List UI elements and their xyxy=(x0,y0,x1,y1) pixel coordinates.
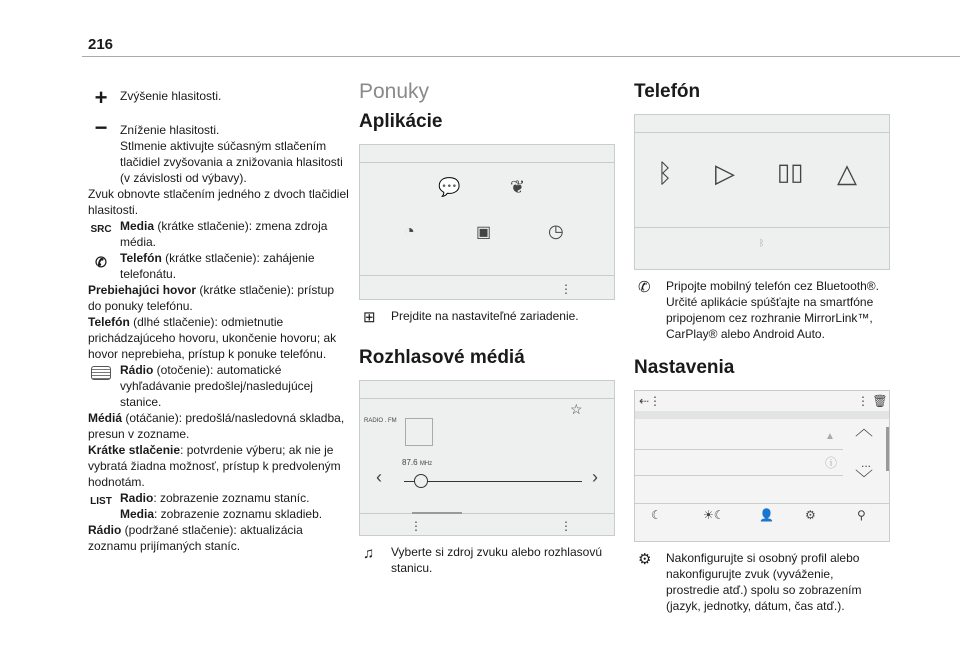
text: (otočenie): automatické vyhľadávanie predošlej/nasledujúcej stanice. xyxy=(120,363,313,409)
scroll-up-icon[interactable]: ︿ xyxy=(855,419,873,439)
day-night-icon[interactable]: ☀☾ xyxy=(703,508,725,522)
star-icon[interactable]: ☆ xyxy=(570,401,583,417)
map-pin-icon[interactable]: ⚲ xyxy=(857,508,866,522)
radio-item xyxy=(88,362,350,410)
phone-icon: ✆ xyxy=(95,254,107,270)
text: (krátke stlačenie): zahájenie telefonátu. xyxy=(120,251,315,281)
gauge-icon: ◔ xyxy=(404,221,415,241)
text: (dlhé stlačenie): odmietnutie prichádzajúceho hovoru, ukončenie hovoru; ak hovor neprebieha, prístup k ponuke telefónu. xyxy=(88,315,337,361)
tuner-slider[interactable] xyxy=(404,481,582,482)
list-item xyxy=(88,490,350,522)
slider-handle[interactable] xyxy=(414,474,428,488)
info-icon: ⓘ xyxy=(825,456,838,470)
text: Zvýšenie hlasitosti. xyxy=(120,89,222,103)
text: Zvuk obnovte stlačením jedného z dvoch tlačidiel hlasitosti. xyxy=(88,187,349,217)
album-art xyxy=(405,418,433,446)
section-title: Ponuky xyxy=(359,80,430,103)
radio-caption xyxy=(359,544,615,576)
text: Prejdite na nastaviteľné zariadenie. xyxy=(391,309,579,323)
music-note-icon: ♫ xyxy=(363,545,375,562)
phone-icon: ✆ xyxy=(638,279,651,296)
list-icon: LIST xyxy=(90,496,112,507)
volume-up-item xyxy=(88,85,350,110)
grid-icon: ⊞ xyxy=(363,309,376,326)
sms-icon: 💬 xyxy=(438,177,461,197)
text: (podržané stlačenie): aktualizácia zoznamu prijímaných staníc. xyxy=(88,523,303,553)
page-number: 216 xyxy=(88,36,114,53)
delete-icon[interactable]: ⋮ 🗑 xyxy=(857,394,888,408)
android-auto-icon[interactable]: △ xyxy=(837,158,857,188)
fan-clock-icon: ◷ xyxy=(548,221,564,241)
middle-column xyxy=(359,80,615,576)
text: Media xyxy=(120,219,155,233)
text: Stlmenie aktivujte súčasným stlačením tlačidiel zvyšovania a znižovania hlasitosti (v závislosti od výbavy). xyxy=(120,139,343,185)
text: : potvrdenie výberu; ak nie je vybratá žiadna možnosť, prístup k predvoleným hodnotám. xyxy=(88,443,341,489)
volume-down-item xyxy=(88,115,350,140)
text: Rádio xyxy=(120,363,154,377)
night-mode-icon[interactable]: ☾ xyxy=(651,508,662,522)
radio-heading: Rozhlasové médiá xyxy=(359,347,525,368)
settings-gear-icon[interactable]: ⚙ xyxy=(805,508,816,522)
leaf-icon: ❦ xyxy=(510,177,526,197)
radio-screen xyxy=(359,380,615,536)
phone-caption xyxy=(634,278,890,342)
left-column xyxy=(88,85,350,554)
contacts-icon: ▣ xyxy=(476,224,492,241)
text: Telefón xyxy=(88,315,130,329)
more-icon[interactable]: ⋮ xyxy=(560,282,572,296)
phone-heading: Telefón xyxy=(634,81,701,102)
text: Pripojte mobilný telefón cez Bluetooth®. Určité aplikácie spúšťajte na smartfóne pripojenom cez rozhranie MirrorLink™, CarPlay® alebo Android Auto. xyxy=(666,279,879,341)
src-icon: SRC xyxy=(90,224,112,235)
prev-icon[interactable]: ‹ xyxy=(376,467,382,487)
text: Media xyxy=(120,507,155,521)
text: Prebiehajúci hovor xyxy=(88,283,197,297)
text: Nakonfigurujte si osobný profil alebo nakonfigurujte zvuk (vyváženie, prostredie atď.) spolu so zobrazením (jazyk, jednotky, dátum, čas atď.). xyxy=(666,551,862,613)
settings-screen xyxy=(634,390,890,542)
mirrorlink-icon[interactable]: ▯▯ xyxy=(777,159,804,186)
text: Vyberte si zdroj zvuku alebo rozhlasovú stanicu. xyxy=(391,545,602,575)
bluetooth-icon[interactable]: ᛒ xyxy=(657,158,673,188)
text: Rádio xyxy=(88,523,122,537)
more-text: ... xyxy=(861,456,872,470)
warning-icon: ▲ xyxy=(825,431,835,442)
more-icon[interactable]: ⋮ xyxy=(410,519,422,533)
band-label: RADIO . FM xyxy=(364,418,397,424)
back-icon[interactable]: ⇠⋮ xyxy=(639,394,662,408)
apps-caption xyxy=(359,308,615,324)
right-column xyxy=(634,81,890,614)
scrollbar[interactable] xyxy=(886,427,889,471)
text: Médiá xyxy=(88,411,123,425)
phone-screen xyxy=(634,114,890,270)
text: : zobrazenie zoznamu staníc. xyxy=(153,491,310,505)
settings-caption xyxy=(634,550,890,614)
settings-heading: Nastavenia xyxy=(634,357,735,378)
text: (otáčanie): predošlá/nasledovná skladba, presun v zozname. xyxy=(88,411,345,441)
src-item xyxy=(88,218,350,250)
next-icon[interactable]: › xyxy=(592,467,598,487)
gear-icon: ⚙ xyxy=(638,551,652,568)
more-icon[interactable]: ⋮ xyxy=(560,519,572,533)
text: Radio xyxy=(120,491,154,505)
profile-icon[interactable]: 👤 xyxy=(759,508,774,522)
carplay-icon[interactable]: ▷ xyxy=(715,158,735,188)
text: (krátke stlačenie): prístup do ponuky telefónu. xyxy=(88,283,335,313)
freq-unit: MHz xyxy=(419,461,433,467)
apps-screen xyxy=(359,144,615,300)
text: (krátke stlačenie): zmena zdroja média. xyxy=(120,219,328,249)
freq-value: 87.6 xyxy=(402,458,418,467)
frequency xyxy=(402,455,432,472)
divider xyxy=(82,56,960,57)
scroll-down-icon[interactable]: ﹀ xyxy=(855,469,873,489)
text: Zníženie hlasitosti. xyxy=(120,123,220,137)
phone-item xyxy=(88,250,350,282)
bluetooth-small-icon: ᛒ xyxy=(759,238,765,248)
text: Krátke stlačenie xyxy=(88,443,181,457)
knob-icon xyxy=(88,366,114,386)
minus-icon: − xyxy=(94,115,108,140)
text: : zobrazenie zoznamu skladieb. xyxy=(154,507,323,521)
text: Telefón xyxy=(120,251,162,265)
plus-icon: + xyxy=(94,85,108,110)
apps-heading: Aplikácie xyxy=(359,111,443,132)
